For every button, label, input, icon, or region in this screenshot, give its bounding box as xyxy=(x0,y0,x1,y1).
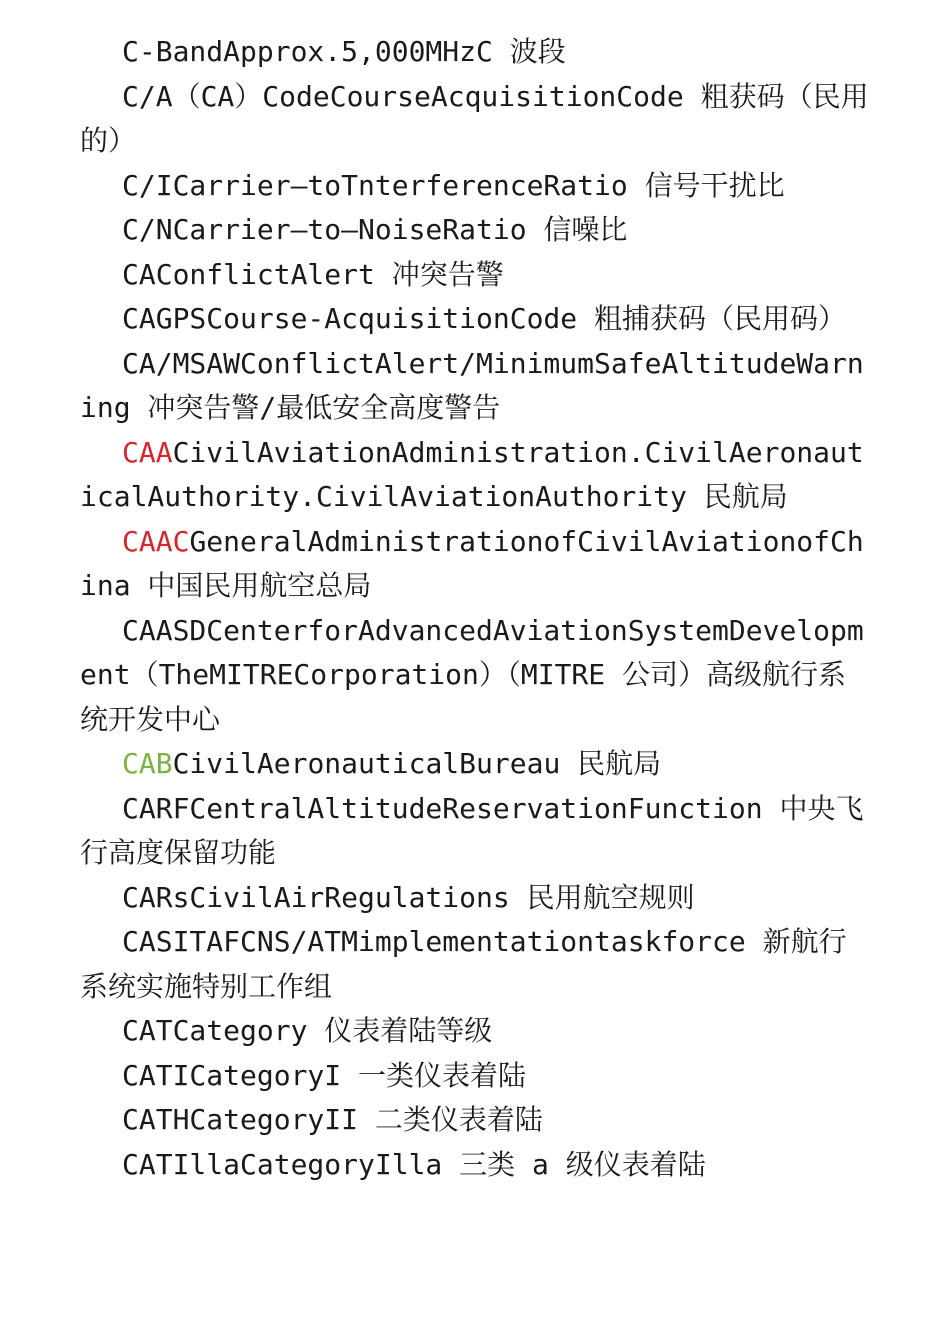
glossary-entry xyxy=(80,164,870,209)
entry-text: CATHCategoryII 二类仪表着陆 xyxy=(122,1103,543,1136)
entry-text: CAASDCenterforAdvancedAviationSystemDevelopment（TheMITRECorporation）（MITRE 公司）高级航行系统开发中心 xyxy=(80,613,864,736)
entry-text: C/ICarrier—toTnterferenceRatio 信号干扰比 xyxy=(122,168,785,202)
glossary-entry xyxy=(80,1009,870,1054)
entry-text: GeneralAdministrationofCivilAviationofChina 中国民用航空总局 xyxy=(80,524,864,602)
glossary-entry xyxy=(80,742,870,787)
glossary-entry xyxy=(80,1054,870,1099)
entry-text: CivilAviationAdministration.CivilAeronauticalAuthority.CivilAviationAuthority 民航局 xyxy=(80,435,864,513)
entry-text: CASITAFCNS/ATMimplementationtaskforce 新航行系统实施特别工作组 xyxy=(80,925,847,1003)
glossary-entry xyxy=(80,342,870,431)
entry-text: CATCategory 仪表着陆等级 xyxy=(122,1014,493,1047)
glossary-entry xyxy=(80,431,870,520)
entry-text: CARFCentralAltitudeReservationFunction 中央飞行高度保留功能 xyxy=(80,791,864,869)
glossary-entry xyxy=(80,30,870,75)
entry-abbreviation-highlight: CAAC xyxy=(122,524,190,558)
entry-text: CARsCivilAirRegulations 民用航空规则 xyxy=(122,880,695,914)
glossary-entry xyxy=(80,920,870,1009)
glossary-entry xyxy=(80,1143,870,1188)
entry-abbreviation-highlight: CAB xyxy=(122,747,173,780)
glossary-entry xyxy=(80,609,870,743)
entry-text: CATICategoryI 一类仪表着陆 xyxy=(122,1058,527,1092)
glossary-page xyxy=(80,30,870,1187)
entry-text: CAConflictAlert 冲突告警 xyxy=(122,257,504,291)
entry-text: C-BandApprox.5,000MHzC 波段 xyxy=(122,35,566,68)
entry-text: C/NCarrier—to—NoiseRatio 信噪比 xyxy=(122,213,628,246)
glossary-entry xyxy=(80,520,870,609)
glossary-entry xyxy=(80,208,870,253)
glossary-entry xyxy=(80,787,870,876)
glossary-entry xyxy=(80,876,870,921)
glossary-entry xyxy=(80,253,870,298)
entry-text: CAGPSCourse-AcquisitionCode 粗捕获码（民用码） xyxy=(122,302,847,335)
glossary-entry xyxy=(80,75,870,164)
entry-text: CivilAeronauticalBureau 民航局 xyxy=(172,747,662,780)
entry-text: CA/MSAWConflictAlert/MinimumSafeAltitudeWarning 冲突告警/最低安全高度警告 xyxy=(80,346,864,424)
glossary-entry xyxy=(80,297,870,342)
entry-text: CATIllaCategoryIlla 三类 a 级仪表着陆 xyxy=(122,1147,706,1181)
glossary-entry xyxy=(80,1098,870,1143)
entry-text: C/A（CA）CodeCourseAcquisitionCode 粗获码（民用的） xyxy=(80,79,869,157)
entry-abbreviation-highlight: CAA xyxy=(122,435,173,469)
